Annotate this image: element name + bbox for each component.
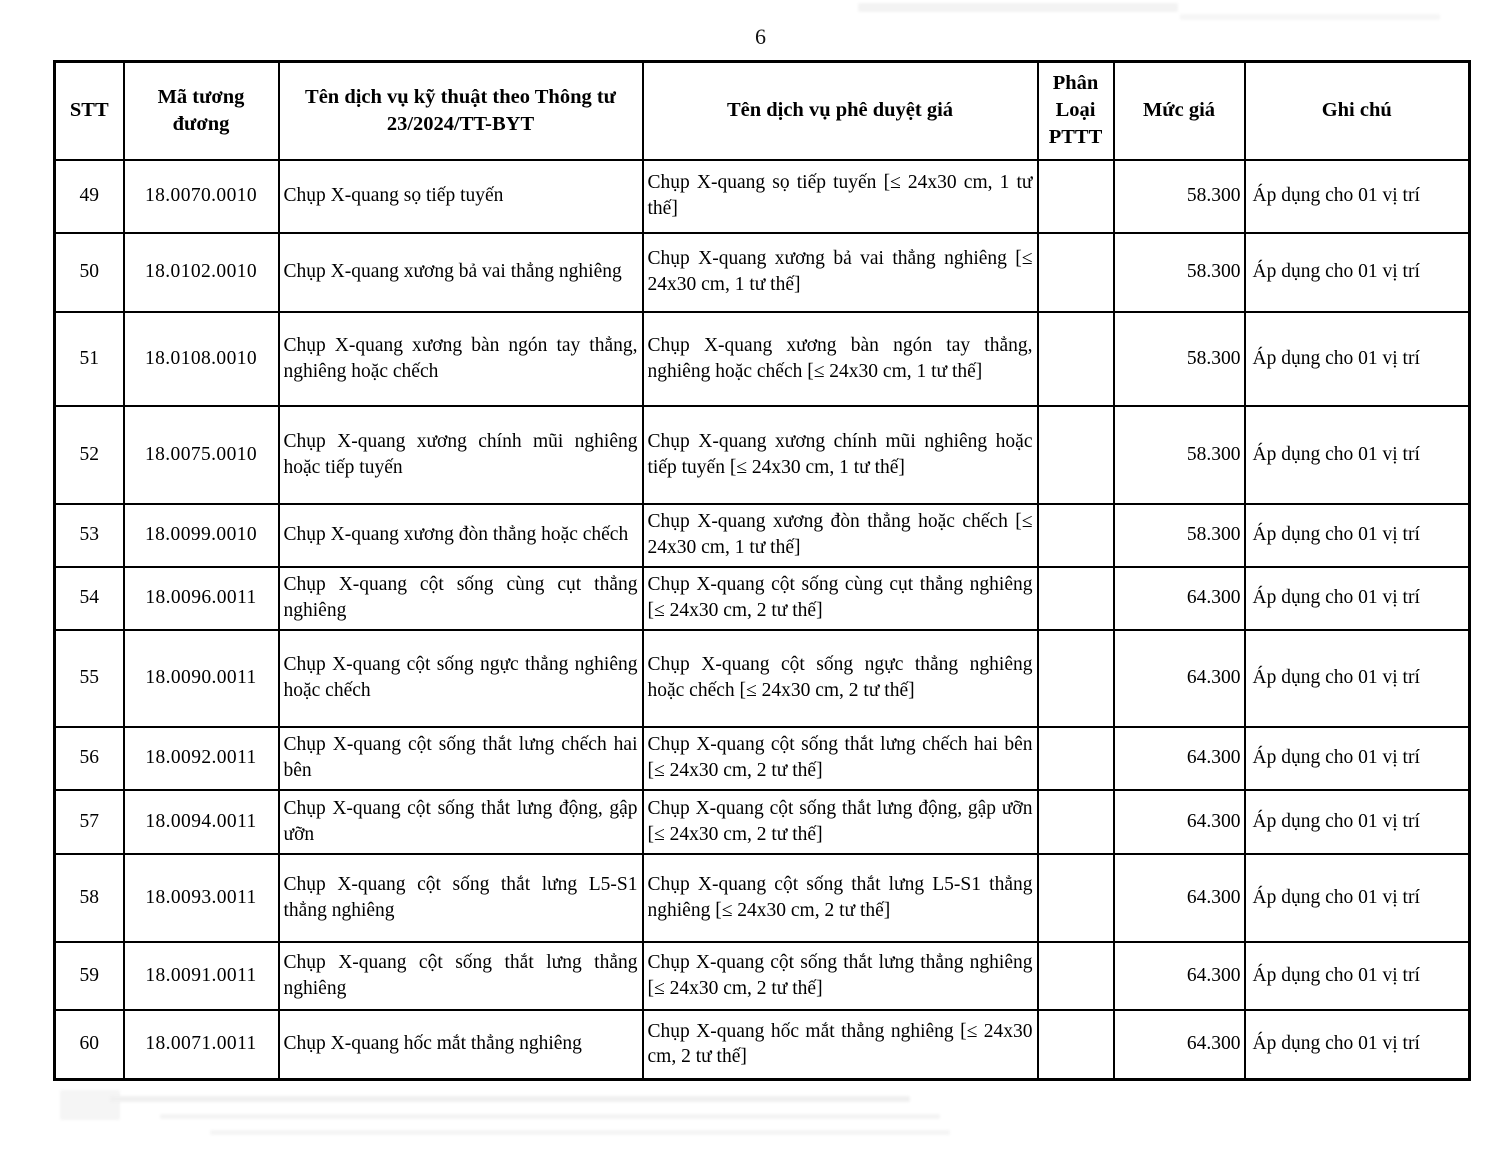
cell-approved-name: Chụp X-quang xương đòn thẳng hoặc chếch [≤ 24x30 cm, 1 tư thế] — [643, 504, 1038, 567]
cell-pttt — [1038, 406, 1114, 504]
cell-note: Áp dụng cho 01 vị trí — [1245, 1010, 1470, 1080]
cell-stt: 57 — [55, 790, 124, 854]
cell-stt: 54 — [55, 567, 124, 630]
table-row — [55, 504, 1470, 567]
cell-pttt — [1038, 504, 1114, 567]
cell-pttt — [1038, 160, 1114, 233]
cell-tech-name: Chụp X-quang cột sống ngực thẳng nghiêng hoặc chếch — [279, 630, 643, 727]
cell-price: 58.300 — [1114, 233, 1245, 312]
table-row — [55, 160, 1470, 233]
cell-approved-name: Chụp X-quang hốc mắt thẳng nghiêng [≤ 24x30 cm, 2 tư thế] — [643, 1010, 1038, 1080]
col-header-approved-name: Tên dịch vụ phê duyệt giá — [643, 62, 1038, 160]
cell-approved-name: Chụp X-quang cột sống thắt lưng L5-S1 thẳng nghiêng [≤ 24x30 cm, 2 tư thế] — [643, 854, 1038, 942]
cell-price: 64.300 — [1114, 727, 1245, 790]
cell-price: 64.300 — [1114, 1010, 1245, 1080]
cell-note: Áp dụng cho 01 vị trí — [1245, 942, 1470, 1010]
cell-note: Áp dụng cho 01 vị trí — [1245, 233, 1470, 312]
cell-approved-name: Chụp X-quang cột sống thắt lưng động, gập ưỡn [≤ 24x30 cm, 2 tư thế] — [643, 790, 1038, 854]
service-price-table — [53, 60, 1471, 1081]
cell-tech-name: Chụp X-quang cột sống thắt lưng động, gập ưỡn — [279, 790, 643, 854]
cell-approved-name: Chụp X-quang cột sống thắt lưng chếch hai bên [≤ 24x30 cm, 2 tư thế] — [643, 727, 1038, 790]
cell-price: 58.300 — [1114, 160, 1245, 233]
cell-price: 58.300 — [1114, 406, 1245, 504]
cell-stt: 55 — [55, 630, 124, 727]
table-header-row — [55, 62, 1470, 160]
cell-tech-name: Chụp X-quang xương bả vai thẳng nghiêng — [279, 233, 643, 312]
col-header-tech-name: Tên dịch vụ kỹ thuật theo Thông tư 23/2024/TT-BYT — [279, 62, 643, 160]
cell-price: 64.300 — [1114, 630, 1245, 727]
cell-price: 58.300 — [1114, 504, 1245, 567]
table-row — [55, 630, 1470, 727]
table-row — [55, 233, 1470, 312]
cell-stt: 50 — [55, 233, 124, 312]
cell-note: Áp dụng cho 01 vị trí — [1245, 790, 1470, 854]
cell-approved-name: Chụp X-quang cột sống cùng cụt thẳng nghiêng [≤ 24x30 cm, 2 tư thế] — [643, 567, 1038, 630]
table-row — [55, 854, 1470, 942]
cell-code: 18.0108.0010 — [124, 312, 279, 406]
cell-approved-name: Chụp X-quang xương bàn ngón tay thẳng, nghiêng hoặc chếch [≤ 24x30 cm, 1 tư thế] — [643, 312, 1038, 406]
page-number: 6 — [755, 24, 766, 49]
cell-pttt — [1038, 942, 1114, 1010]
scan-artifact — [210, 1130, 950, 1135]
cell-approved-name: Chụp X-quang xương bả vai thẳng nghiêng [≤ 24x30 cm, 1 tư thế] — [643, 233, 1038, 312]
col-header-price: Mức giá — [1114, 62, 1245, 160]
cell-stt: 58 — [55, 854, 124, 942]
scan-artifact — [160, 1114, 940, 1119]
cell-stt: 53 — [55, 504, 124, 567]
cell-code: 18.0102.0010 — [124, 233, 279, 312]
cell-pttt — [1038, 854, 1114, 942]
cell-tech-name: Chụp X-quang cột sống cùng cụt thẳng nghiêng — [279, 567, 643, 630]
cell-stt: 52 — [55, 406, 124, 504]
cell-stt: 56 — [55, 727, 124, 790]
table-row — [55, 727, 1470, 790]
cell-code: 18.0092.0011 — [124, 727, 279, 790]
col-header-code: Mã tương đương — [124, 62, 279, 160]
table-body — [55, 160, 1470, 1080]
cell-note: Áp dụng cho 01 vị trí — [1245, 312, 1470, 406]
cell-note: Áp dụng cho 01 vị trí — [1245, 160, 1470, 233]
cell-code: 18.0090.0011 — [124, 630, 279, 727]
table-row — [55, 790, 1470, 854]
cell-tech-name: Chụp X-quang xương chính mũi nghiêng hoặc tiếp tuyến — [279, 406, 643, 504]
cell-pttt — [1038, 790, 1114, 854]
table-row — [55, 567, 1470, 630]
cell-code: 18.0071.0011 — [124, 1010, 279, 1080]
scan-artifact — [110, 1096, 910, 1102]
cell-price: 64.300 — [1114, 854, 1245, 942]
cell-tech-name: Chụp X-quang cột sống thắt lưng chếch hai bên — [279, 727, 643, 790]
cell-approved-name: Chụp X-quang sọ tiếp tuyến [≤ 24x30 cm, 1 tư thế] — [643, 160, 1038, 233]
cell-pttt — [1038, 1010, 1114, 1080]
cell-price: 64.300 — [1114, 942, 1245, 1010]
cell-code: 18.0096.0011 — [124, 567, 279, 630]
cell-code: 18.0099.0010 — [124, 504, 279, 567]
cell-stt: 49 — [55, 160, 124, 233]
cell-price: 58.300 — [1114, 312, 1245, 406]
cell-stt: 59 — [55, 942, 124, 1010]
cell-pttt — [1038, 567, 1114, 630]
col-header-stt: STT — [55, 62, 124, 160]
cell-code: 18.0093.0011 — [124, 854, 279, 942]
cell-pttt — [1038, 727, 1114, 790]
cell-stt: 51 — [55, 312, 124, 406]
cell-note: Áp dụng cho 01 vị trí — [1245, 854, 1470, 942]
table-row — [55, 942, 1470, 1010]
scan-artifact — [60, 1090, 120, 1120]
cell-note: Áp dụng cho 01 vị trí — [1245, 630, 1470, 727]
cell-code: 18.0094.0011 — [124, 790, 279, 854]
cell-approved-name: Chụp X-quang cột sống ngực thẳng nghiêng hoặc chếch [≤ 24x30 cm, 2 tư thế] — [643, 630, 1038, 727]
table-row — [55, 406, 1470, 504]
cell-pttt — [1038, 312, 1114, 406]
scan-artifact — [858, 3, 1178, 12]
table-row — [55, 1010, 1470, 1080]
col-header-pttt: Phân Loại PTTT — [1038, 62, 1114, 160]
col-header-note: Ghi chú — [1245, 62, 1470, 160]
cell-tech-name: Chụp X-quang xương đòn thẳng hoặc chếch — [279, 504, 643, 567]
cell-approved-name: Chụp X-quang cột sống thắt lưng thẳng nghiêng [≤ 24x30 cm, 2 tư thế] — [643, 942, 1038, 1010]
scan-artifact — [1180, 14, 1440, 20]
cell-approved-name: Chụp X-quang xương chính mũi nghiêng hoặc tiếp tuyến [≤ 24x30 cm, 1 tư thế] — [643, 406, 1038, 504]
cell-pttt — [1038, 630, 1114, 727]
cell-tech-name: Chụp X-quang cột sống thắt lưng thẳng nghiêng — [279, 942, 643, 1010]
cell-pttt — [1038, 233, 1114, 312]
cell-price: 64.300 — [1114, 567, 1245, 630]
cell-note: Áp dụng cho 01 vị trí — [1245, 504, 1470, 567]
cell-note: Áp dụng cho 01 vị trí — [1245, 567, 1470, 630]
table-row — [55, 312, 1470, 406]
cell-code: 18.0075.0010 — [124, 406, 279, 504]
cell-tech-name: Chụp X-quang xương bàn ngón tay thẳng, nghiêng hoặc chếch — [279, 312, 643, 406]
cell-tech-name: Chụp X-quang sọ tiếp tuyến — [279, 160, 643, 233]
cell-code: 18.0091.0011 — [124, 942, 279, 1010]
cell-code: 18.0070.0010 — [124, 160, 279, 233]
cell-price: 64.300 — [1114, 790, 1245, 854]
cell-stt: 60 — [55, 1010, 124, 1080]
cell-note: Áp dụng cho 01 vị trí — [1245, 406, 1470, 504]
cell-tech-name: Chụp X-quang cột sống thắt lưng L5-S1 thẳng nghiêng — [279, 854, 643, 942]
cell-note: Áp dụng cho 01 vị trí — [1245, 727, 1470, 790]
cell-tech-name: Chụp X-quang hốc mắt thẳng nghiêng — [279, 1010, 643, 1080]
